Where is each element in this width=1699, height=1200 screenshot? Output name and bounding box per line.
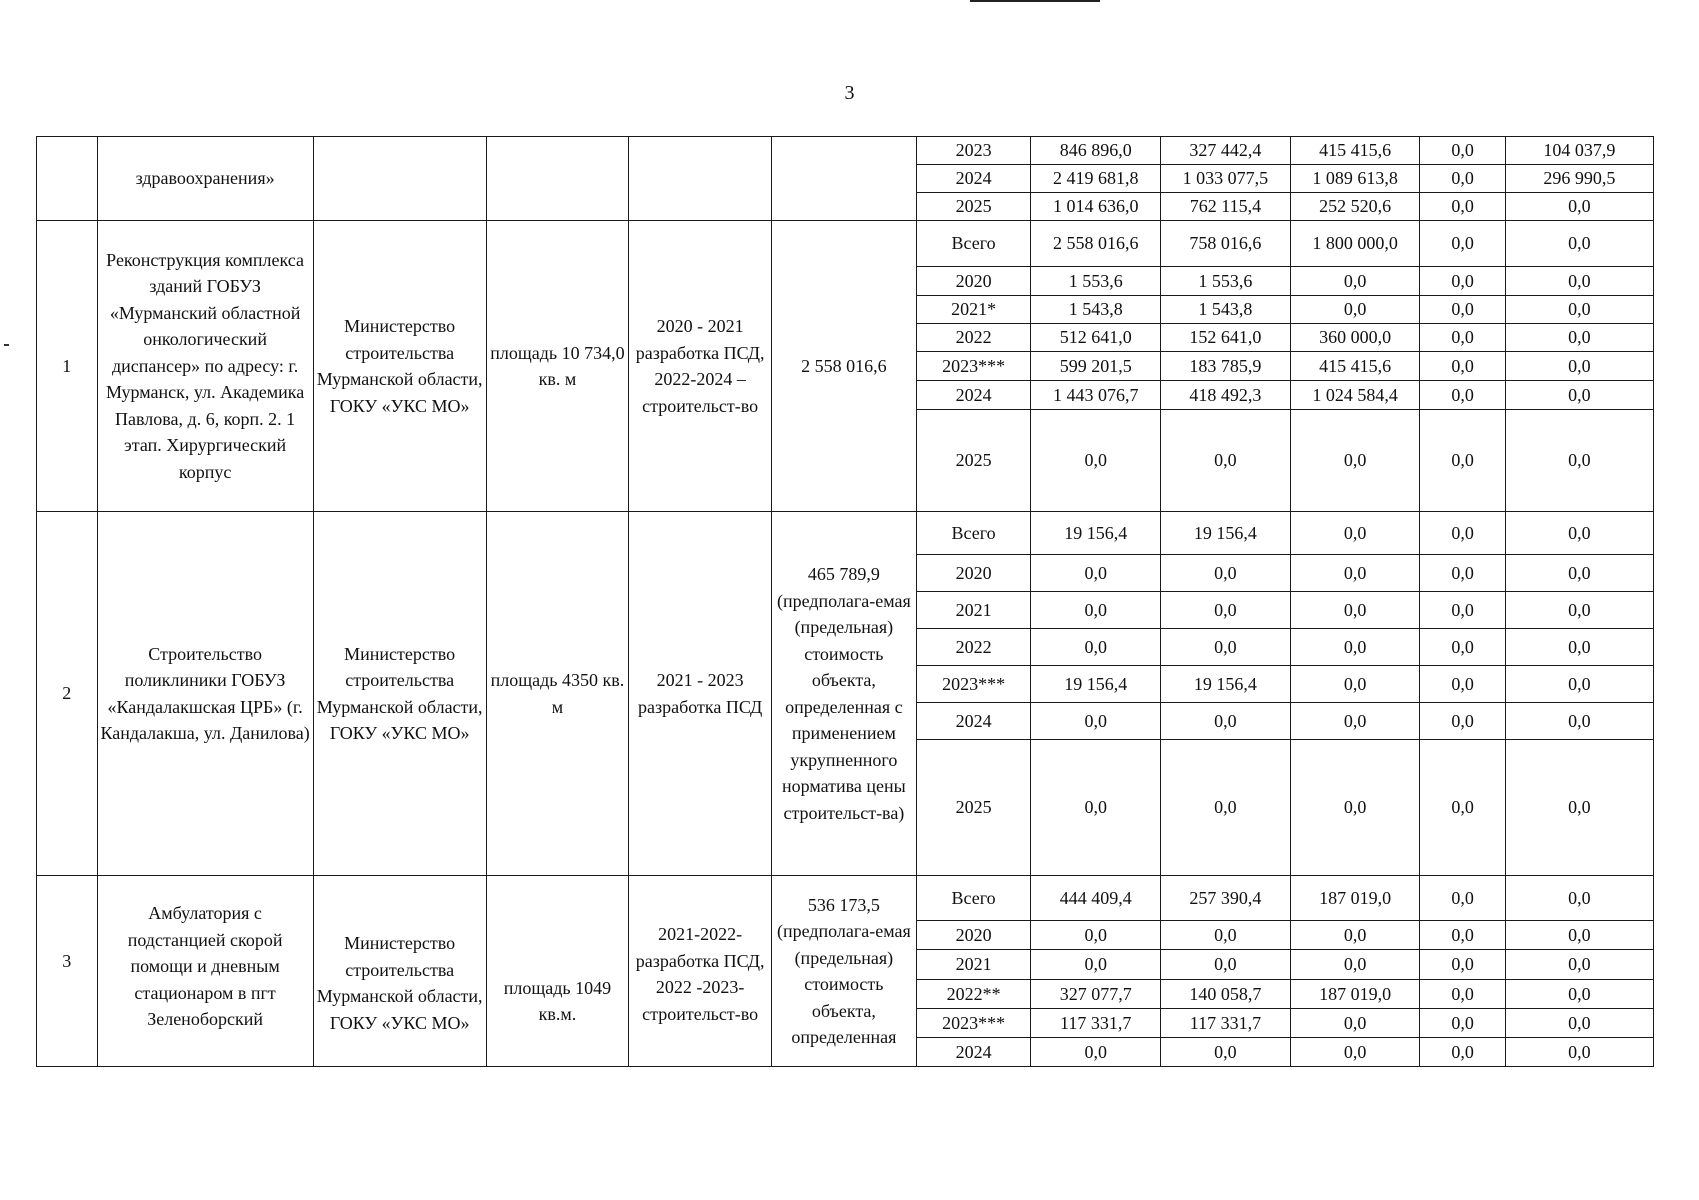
amount-cell: 1 553,6 [1161, 267, 1291, 296]
amount-cell: 252 520,6 [1290, 193, 1420, 221]
amount-cell: 0,0 [1505, 921, 1653, 950]
amount-cell: 0,0 [1420, 921, 1505, 950]
amount-cell: 140 058,7 [1161, 980, 1291, 1009]
amount-cell: 0,0 [1505, 703, 1653, 740]
amount-cell: 0,0 [1290, 410, 1420, 512]
amount-cell: 444 409,4 [1031, 876, 1161, 921]
amount-cell: 0,0 [1290, 666, 1420, 703]
amount-cell: 0,0 [1420, 740, 1505, 876]
amount-cell: 1 014 636,0 [1031, 193, 1161, 221]
amount-cell: 0,0 [1290, 592, 1420, 629]
number-cell: 3 [37, 876, 98, 1067]
year-cell: 2022 [916, 324, 1031, 352]
amount-cell: 0,0 [1505, 324, 1653, 352]
amount-cell: 0,0 [1161, 555, 1291, 592]
amount-cell: 0,0 [1420, 137, 1505, 165]
amount-cell: 0,0 [1420, 512, 1505, 555]
amount-cell: 187 019,0 [1290, 980, 1420, 1009]
amount-cell: 0,0 [1161, 410, 1291, 512]
amount-cell: 0,0 [1420, 324, 1505, 352]
amount-cell: 0,0 [1161, 592, 1291, 629]
amount-cell: 758 016,6 [1161, 221, 1291, 267]
amount-cell: 0,0 [1420, 1009, 1505, 1038]
year-cell: 2022 [916, 629, 1031, 666]
amount-cell: 19 156,4 [1161, 666, 1291, 703]
number-cell [37, 137, 98, 221]
amount-cell: 0,0 [1505, 950, 1653, 980]
amount-cell: 117 331,7 [1161, 1009, 1291, 1038]
table-row [37, 137, 1654, 165]
amount-cell: 0,0 [1505, 381, 1653, 410]
amount-cell: 0,0 [1505, 980, 1653, 1009]
amount-cell: 0,0 [1290, 267, 1420, 296]
year-cell: 2024 [916, 703, 1031, 740]
amount-cell: 599 201,5 [1031, 352, 1161, 381]
amount-cell: 0,0 [1290, 703, 1420, 740]
capacity-cell: площадь 1049 кв.м. [486, 876, 629, 1067]
amount-cell: 0,0 [1420, 703, 1505, 740]
capacity-cell: площадь 4350 кв. м [486, 512, 629, 876]
amount-cell: 0,0 [1505, 1009, 1653, 1038]
amount-cell: 0,0 [1505, 512, 1653, 555]
amount-cell: 0,0 [1420, 296, 1505, 324]
amount-cell: 0,0 [1505, 876, 1653, 921]
period-cell [629, 137, 772, 221]
amount-cell: 0,0 [1420, 629, 1505, 666]
amount-cell: 0,0 [1505, 352, 1653, 381]
amount-cell: 0,0 [1161, 1038, 1291, 1067]
customer-cell: Министерство строительства Мурманской области, ГОКУ «УКС МО» [313, 876, 486, 1067]
year-cell: 2025 [916, 410, 1031, 512]
amount-cell: 1 543,8 [1161, 296, 1291, 324]
amount-cell: 415 415,6 [1290, 352, 1420, 381]
customer-cell: Министерство строительства Мурманской области, ГОКУ «УКС МО» [313, 512, 486, 876]
year-cell: 2023*** [916, 352, 1031, 381]
year-cell: 2021 [916, 950, 1031, 980]
year-cell: 2020 [916, 267, 1031, 296]
amount-cell: 1 800 000,0 [1290, 221, 1420, 267]
amount-cell: 512 641,0 [1031, 324, 1161, 352]
amount-cell: 0,0 [1420, 165, 1505, 193]
amount-cell: 0,0 [1420, 193, 1505, 221]
amount-cell: 0,0 [1290, 1009, 1420, 1038]
construction-objects-table [36, 136, 1654, 1067]
amount-cell: 183 785,9 [1161, 352, 1291, 381]
number-cell: 1 [37, 221, 98, 512]
amount-cell: 0,0 [1420, 267, 1505, 296]
amount-cell: 1 553,6 [1031, 267, 1161, 296]
cost-cell: 536 173,5 (предполага-емая (предельная) стоимость объекта, определенная [771, 876, 916, 1067]
object-name-cell: Реконструкция комплекса зданий ГОБУЗ «Мурманский областной онкологический диспансер» по адресу: г. Мурманск, ул. Академика Павлова, д. 6, корп. 2. 1 этап. Хирургический корпус [97, 221, 313, 512]
amount-cell: 0,0 [1420, 592, 1505, 629]
amount-cell: 0,0 [1505, 221, 1653, 267]
year-cell: Всего [916, 512, 1031, 555]
amount-cell: 0,0 [1505, 267, 1653, 296]
cost-cell: 2 558 016,6 [771, 221, 916, 512]
table-row [37, 221, 1654, 267]
amount-cell: 0,0 [1161, 629, 1291, 666]
top-edge-line [970, 0, 1100, 2]
amount-cell: 846 896,0 [1031, 137, 1161, 165]
amount-cell: 0,0 [1505, 555, 1653, 592]
year-cell: 2025 [916, 193, 1031, 221]
amount-cell: 0,0 [1031, 410, 1161, 512]
year-cell: 2023 [916, 137, 1031, 165]
amount-cell: 0,0 [1420, 980, 1505, 1009]
amount-cell: 152 641,0 [1161, 324, 1291, 352]
year-cell: 2024 [916, 1038, 1031, 1067]
amount-cell: 0,0 [1420, 1038, 1505, 1067]
amount-cell: 0,0 [1420, 666, 1505, 703]
amount-cell: 415 415,6 [1290, 137, 1420, 165]
object-name-cell: здравоохранения» [97, 137, 313, 221]
customer-cell [313, 137, 486, 221]
amount-cell: 187 019,0 [1290, 876, 1420, 921]
number-cell: 2 [37, 512, 98, 876]
year-cell: 2022** [916, 980, 1031, 1009]
amount-cell: 0,0 [1161, 950, 1291, 980]
year-cell: Всего [916, 221, 1031, 267]
amount-cell: 0,0 [1031, 950, 1161, 980]
year-cell: 2021* [916, 296, 1031, 324]
amount-cell: 0,0 [1161, 921, 1291, 950]
amount-cell: 0,0 [1420, 555, 1505, 592]
amount-cell: 0,0 [1505, 666, 1653, 703]
margin-mark [4, 344, 9, 346]
amount-cell: 0,0 [1420, 950, 1505, 980]
amount-cell: 1 543,8 [1031, 296, 1161, 324]
amount-cell: 0,0 [1505, 193, 1653, 221]
year-cell: 2024 [916, 165, 1031, 193]
amount-cell: 0,0 [1031, 921, 1161, 950]
amount-cell: 2 558 016,6 [1031, 221, 1161, 267]
table-row [37, 512, 1654, 555]
amount-cell: 0,0 [1290, 512, 1420, 555]
object-name-cell: Амбулатория с подстанцией скорой помощи и дневным стационаром в пгт Зеленоборский [97, 876, 313, 1067]
year-cell: 2020 [916, 555, 1031, 592]
amount-cell: 117 331,7 [1031, 1009, 1161, 1038]
amount-cell: 0,0 [1505, 1038, 1653, 1067]
amount-cell: 0,0 [1031, 740, 1161, 876]
capacity-cell [486, 137, 629, 221]
year-cell: Всего [916, 876, 1031, 921]
amount-cell: 0,0 [1290, 1038, 1420, 1067]
amount-cell: 0,0 [1420, 221, 1505, 267]
amount-cell: 0,0 [1161, 740, 1291, 876]
amount-cell: 1 089 613,8 [1290, 165, 1420, 193]
amount-cell: 0,0 [1505, 592, 1653, 629]
amount-cell: 104 037,9 [1505, 137, 1653, 165]
amount-cell: 1 033 077,5 [1161, 165, 1291, 193]
period-cell: 2021 - 2023 разработка ПСД [629, 512, 772, 876]
amount-cell: 1 443 076,7 [1031, 381, 1161, 410]
cost-cell: 465 789,9 (предполага-емая (предельная) стоимость объекта, определенная с применением укрупненного норматива цены строительст-ва) [771, 512, 916, 876]
amount-cell: 0,0 [1290, 555, 1420, 592]
capacity-cell: площадь 10 734,0 кв. м [486, 221, 629, 512]
amount-cell: 0,0 [1031, 1038, 1161, 1067]
cost-cell [771, 137, 916, 221]
year-cell: 2025 [916, 740, 1031, 876]
object-name-cell: Строительство поликлиники ГОБУЗ «Кандалакшская ЦРБ» (г. Кандалакша, ул. Данилова) [97, 512, 313, 876]
year-cell: 2023*** [916, 1009, 1031, 1038]
amount-cell: 0,0 [1505, 296, 1653, 324]
amount-cell: 1 024 584,4 [1290, 381, 1420, 410]
amount-cell: 327 077,7 [1031, 980, 1161, 1009]
amount-cell: 0,0 [1290, 629, 1420, 666]
amount-cell: 0,0 [1031, 629, 1161, 666]
year-cell: 2023*** [916, 666, 1031, 703]
amount-cell: 0,0 [1031, 592, 1161, 629]
table-row [37, 876, 1654, 921]
amount-cell: 0,0 [1505, 740, 1653, 876]
amount-cell: 19 156,4 [1161, 512, 1291, 555]
amount-cell: 0,0 [1031, 703, 1161, 740]
year-cell: 2024 [916, 381, 1031, 410]
amount-cell: 0,0 [1290, 296, 1420, 324]
page-number: 3 [844, 82, 855, 104]
amount-cell: 0,0 [1420, 352, 1505, 381]
amount-cell: 0,0 [1505, 629, 1653, 666]
amount-cell: 418 492,3 [1161, 381, 1291, 410]
period-cell: 2020 - 2021 разработка ПСД, 2022-2024 – строительст-во [629, 221, 772, 512]
amount-cell: 0,0 [1420, 410, 1505, 512]
amount-cell: 762 115,4 [1161, 193, 1291, 221]
amount-cell: 296 990,5 [1505, 165, 1653, 193]
amount-cell: 257 390,4 [1161, 876, 1291, 921]
year-cell: 2020 [916, 921, 1031, 950]
amount-cell: 0,0 [1290, 950, 1420, 980]
amount-cell: 0,0 [1290, 921, 1420, 950]
amount-cell: 0,0 [1420, 876, 1505, 921]
amount-cell: 0,0 [1505, 410, 1653, 512]
amount-cell: 0,0 [1290, 740, 1420, 876]
amount-cell: 360 000,0 [1290, 324, 1420, 352]
amount-cell: 19 156,4 [1031, 512, 1161, 555]
amount-cell: 0,0 [1420, 381, 1505, 410]
period-cell: 2021-2022- разработка ПСД, 2022 -2023- строительст-во [629, 876, 772, 1067]
customer-cell: Министерство строительства Мурманской области, ГОКУ «УКС МО» [313, 221, 486, 512]
year-cell: 2021 [916, 592, 1031, 629]
amount-cell: 0,0 [1031, 555, 1161, 592]
amount-cell: 327 442,4 [1161, 137, 1291, 165]
amount-cell: 2 419 681,8 [1031, 165, 1161, 193]
amount-cell: 0,0 [1161, 703, 1291, 740]
amount-cell: 19 156,4 [1031, 666, 1161, 703]
